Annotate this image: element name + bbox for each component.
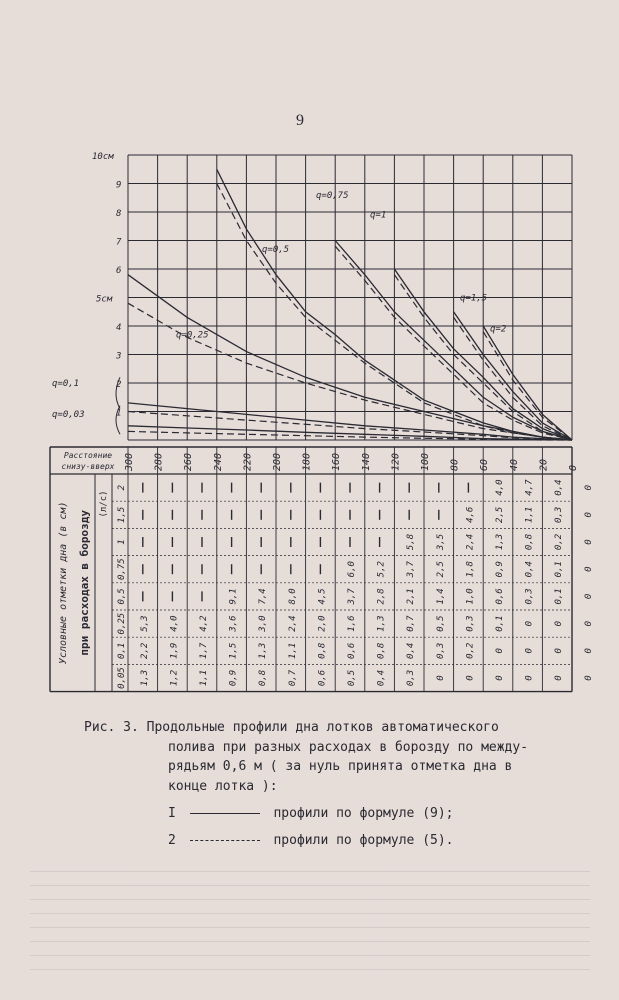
column-header: 60 [479,458,491,471]
row-discharge-label: 0,05 [117,667,127,689]
y-tick-label: 1 [116,408,122,419]
table-cell: 1,8 [465,561,476,578]
table-cell: 0,6 [317,669,328,687]
table-cell: 0 [554,675,565,681]
table-cell: 0 [583,675,594,681]
table-cell: 0 [583,484,594,491]
row-discharge-label: 0,25 [117,612,127,635]
table-cell: 0,7 [287,669,298,687]
table-cell: 8,0 [287,588,298,605]
table-cell: 4,6 [465,506,476,523]
series-label: q=0,1 [52,378,80,389]
row-label-outer: Условные отметки дна (в см) [58,501,69,665]
table-cell: 2,1 [406,588,417,605]
table-cell: 0,2 [554,533,565,551]
column-header: 200 [272,452,283,471]
table-cell: 1,3 [139,669,150,687]
table-cell: 0,4 [554,479,565,496]
legend-number: I [168,806,176,821]
table-cell: 1,7 [199,642,209,659]
row-label-inner: при расходах в борозду [78,509,91,656]
legend-text: профили по формуле (5). [273,833,454,848]
table-cell: 0,6 [495,588,505,605]
faded-background-text [30,860,590,970]
page-number: 9 [296,112,304,129]
table-cell: 1,1 [199,669,209,687]
table-cell: 0 [583,566,594,572]
solid-line-sample [190,813,260,814]
table-cell: 1,3 [258,642,269,659]
table-cell: 2,4 [465,533,476,551]
dashed-line-sample [190,840,260,841]
column-header: 20 [538,458,550,471]
caption-line: конце лотка ): [168,778,278,794]
table-cell: 0 [495,675,505,681]
table-cell: 0,5 [347,669,357,687]
row-discharge-label: 1,5 [117,506,127,523]
profile-curve-formula-5 [128,412,572,441]
legend-number: 2 [168,833,176,848]
column-header: 0 [568,464,579,471]
table-cell: 2,5 [495,506,505,523]
series-label: q=1 [370,210,387,221]
table-cell: 0 [465,675,476,681]
y-tick-label: 2 [116,380,122,390]
row-discharge-label: 0,5 [117,588,127,605]
table-cell: 0,2 [465,642,476,659]
table-cell: 1,4 [435,588,446,605]
column-header: 160 [331,452,343,471]
y-tick-label: 9 [116,180,122,191]
table-cell: 0 [495,648,505,654]
table-cell: 9,1 [228,588,239,605]
profile-curve-formula-9 [128,275,572,440]
table-cell: 5,2 [376,561,387,578]
table-cell: 4,5 [317,588,328,605]
table-cell: 1,3 [495,533,505,551]
table-cell: 0 [583,648,594,654]
table-cell: 3,7 [406,561,417,578]
table-cell: 0,6 [347,642,357,659]
series-label: q=0,03 [52,410,85,421]
table-cell: 3,6 [228,615,239,632]
table-cell: 1,6 [347,615,357,632]
table-cell: 0,8 [376,642,387,659]
table-cell: 2,8 [376,588,387,605]
legend-text: профили по формуле (9); [273,806,454,821]
caption-line: Рис. 3. Продольные профили дна лотков автоматического [84,720,499,735]
column-header: 260 [183,452,195,471]
table-cell: 0 [524,620,535,627]
table-cell: 0,5 [435,615,446,632]
legend-formula-5 [168,833,454,848]
column-header: 300 [124,452,135,471]
table-header-label: Расстояние [63,451,113,460]
table-cell: 1,3 [376,615,387,632]
table-cell: 0,8 [524,533,535,551]
y-tick-label: 5см [96,294,113,305]
table-cell: 0 [524,648,535,654]
row-discharge-label: 2 [117,484,127,491]
column-header: 240 [212,452,224,471]
table-cell: 0,4 [524,561,535,578]
column-header: 220 [242,452,254,471]
table-cell: 0,7 [406,615,417,632]
column-header: 180 [301,452,313,471]
table-cell: 1,1 [524,506,535,523]
table-cell: 2,4 [287,615,298,632]
table-cell: 1,0 [465,588,476,605]
series-label: q=0,5 [262,244,290,255]
row-discharge-label: 1 [117,539,127,545]
table-cell: 2,2 [139,642,150,659]
table-cell: 5,8 [406,533,417,551]
table-cell: 3,5 [435,533,446,551]
y-tick-label: 7 [116,237,122,248]
table-cell: 0,9 [495,561,505,578]
table-cell: 0 [524,675,535,681]
row-label-unit: (л/с) [99,490,109,518]
table-cell: 0 [583,512,594,518]
table-cell: 0,3 [435,642,446,659]
table-cell: 0,4 [406,642,417,659]
row-discharge-label: 0,1 [117,642,127,659]
caption-line: рядьям 0,6 м ( за нуль принята отметка дна в [168,759,513,774]
table-cell: 0,1 [495,615,505,632]
series-label: q=1,5 [460,293,488,304]
legend-formula-9 [168,806,454,821]
table-cell: 2,0 [317,615,328,632]
table-cell: 3,7 [347,588,357,605]
table-cell: 4,0 [495,479,505,496]
column-header: 280 [153,452,165,471]
table-cell: 1,2 [169,669,180,687]
table-cell: 7,4 [258,588,269,605]
table-cell: 1,9 [169,642,180,659]
table-cell: 4,2 [199,615,209,632]
y-tick-label: 4 [116,323,122,333]
column-header: 140 [360,452,372,471]
table-cell: 3,0 [258,615,269,632]
series-label: q=0,25 [176,330,209,341]
table-cell: 0,9 [228,669,239,687]
table-cell: 2,5 [435,561,446,578]
row-discharge-label: 0,75 [117,558,127,581]
table-cell: 0,1 [554,588,565,605]
table-cell: 0 [554,648,565,654]
table-cell: 0,3 [554,506,565,523]
y-axis-title: 10см [92,152,114,162]
table-cell: 4,0 [169,615,180,632]
figure-caption [84,718,554,796]
column-header: 40 [508,458,520,471]
table-cell: 6,0 [347,561,357,578]
column-header: 120 [390,452,402,471]
table-cell: 0 [583,539,594,545]
table-cell: 4,7 [524,479,535,496]
table-cell: 5,3 [139,615,150,632]
table-cell: 0,4 [376,669,387,687]
table-cell: 0,3 [406,669,417,687]
table-cell: 0 [583,620,594,627]
y-tick-label: 6 [116,266,122,276]
column-header: 100 [420,452,431,471]
y-tick-label: 8 [116,209,122,219]
table-cell: 0,3 [524,588,535,605]
table-cell: 0,1 [554,561,565,578]
table-cell: 0 [583,593,594,600]
table-cell: 0,8 [317,642,328,659]
table-cell: 0 [435,675,446,681]
series-label: q=0,75 [316,190,349,201]
y-tick-label: 3 [116,351,122,362]
caption-line: полива при разных расходах в борозду по между- [168,739,529,755]
table-cell: 1,5 [228,642,239,659]
series-label: q=2 [490,324,507,335]
table-cell: 0,3 [465,615,476,632]
table-cell: 0 [554,620,565,627]
column-header: 80 [449,458,461,471]
table-cell: 0,8 [258,669,269,687]
table-cell: 1,1 [287,642,298,659]
table-header-label: снизу-вверх [61,462,115,471]
